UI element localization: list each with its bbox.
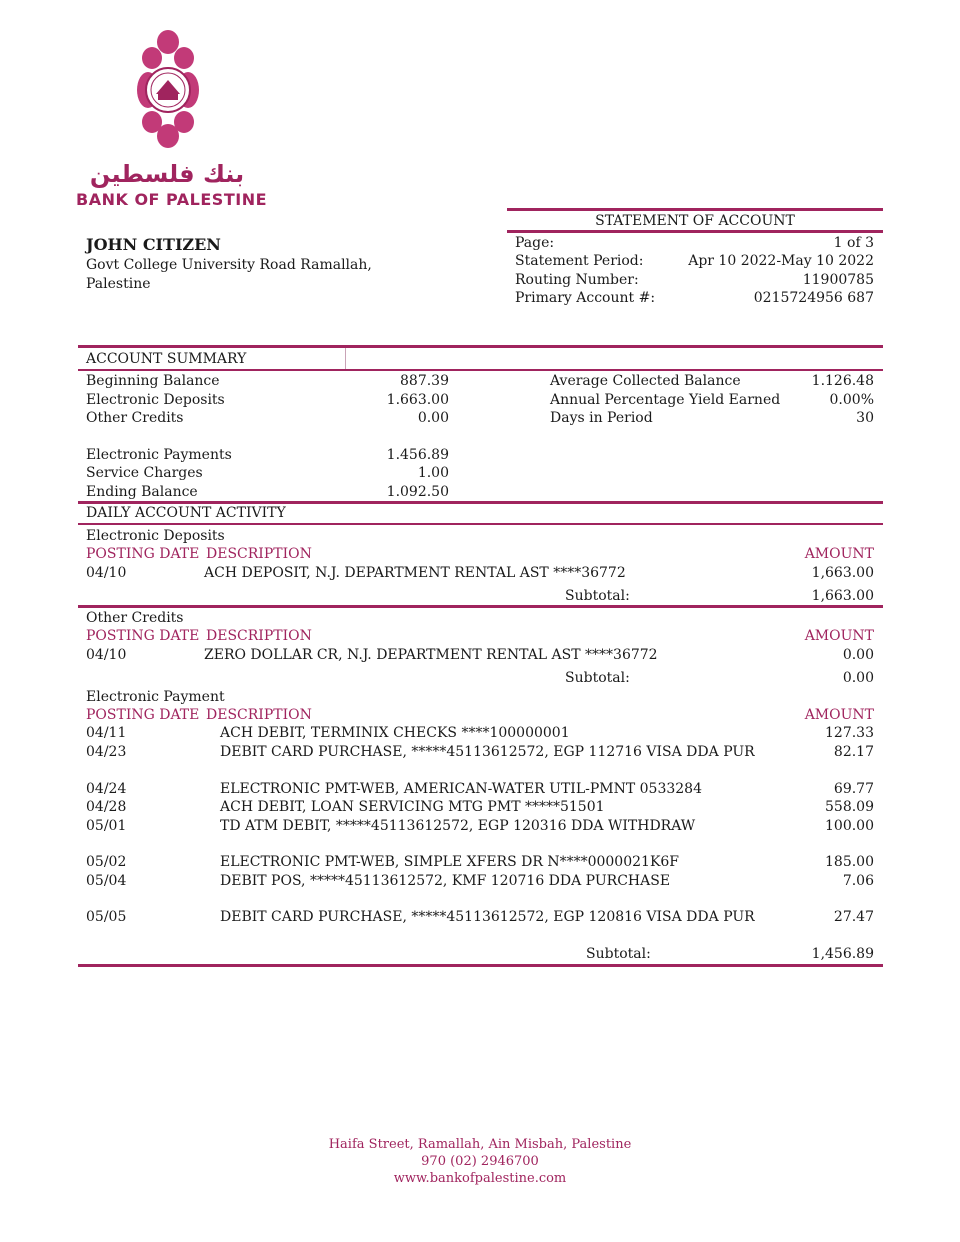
col-posting-date: POSTING DATE [86, 628, 200, 644]
footer-phone: 970 (02) 2946700 [421, 1154, 539, 1169]
summary-left-label: Ending Balance [86, 484, 198, 500]
col-description: DESCRIPTION [206, 628, 312, 644]
payment-description: ELECTRONIC PMT-WEB, AMERICAN-WATER UTIL-PMNT 0533284 [220, 781, 702, 797]
summary-title: ACCOUNT SUMMARY [86, 351, 247, 367]
payment-amount: 185.00 [825, 854, 874, 870]
summary-left-value: 1.00 [417, 465, 449, 481]
deposit-date: 04/10 [86, 565, 127, 581]
col-description: DESCRIPTION [206, 546, 312, 562]
summary-left-label: Electronic Deposits [86, 392, 225, 408]
payment-description: ACH DEBIT, TERMINIX CHECKS ****100000001 [220, 725, 570, 741]
bank-name-arabic: بنك فلسطين [89, 160, 245, 188]
payment-description: ELECTRONIC PMT-WEB, SIMPLE XFERS DR N****0000021K6F [220, 854, 680, 870]
credits-subtotal: 0.00 [842, 670, 874, 686]
summary-right-value: 1.126.48 [811, 373, 874, 389]
col-amount: AMOUNT [804, 707, 874, 723]
activity-title: DAILY ACCOUNT ACTIVITY [86, 505, 286, 521]
summary-left-label: Other Credits [86, 410, 184, 426]
account-value: 0215724956 687 [753, 290, 874, 306]
summary-right-label: Days in Period [550, 410, 653, 426]
credit-amount: 0.00 [842, 647, 874, 663]
period-label: Statement Period: [515, 253, 644, 269]
payment-description: DEBIT CARD PURCHASE, *****45113612572, EGP 120816 VISA DDA PUR [220, 909, 755, 925]
payment-amount: 69.77 [833, 781, 874, 797]
bank-emblem-icon [134, 28, 202, 150]
payment-description: TD ATM DEBIT, *****45113612572, EGP 120316 DDA WITHDRAW [220, 818, 696, 834]
payment-date: 05/05 [86, 909, 127, 925]
payment-amount: 82.17 [833, 744, 874, 760]
payment-amount: 127.33 [825, 725, 874, 741]
summary-right-label: Annual Percentage Yield Earned [550, 392, 781, 408]
footer-address: Haifa Street, Ramallah, Ain Misbah, Palestine [328, 1137, 632, 1152]
summary-left-label: Beginning Balance [86, 373, 220, 389]
bank-name: BANK OF PALESTINE [76, 190, 268, 209]
period-value: Apr 10 2022-May 10 2022 [688, 253, 874, 269]
col-amount: AMOUNT [804, 628, 874, 644]
payments-subtotal: 1,456.89 [811, 946, 874, 962]
summary-right-value: 30 [856, 410, 874, 426]
statement-title: STATEMENT OF ACCOUNT [595, 213, 795, 229]
page-value: 1 of 3 [833, 235, 874, 251]
payment-amount: 558.09 [825, 799, 874, 815]
summary-left-value: 1.663.00 [386, 392, 449, 408]
customer-address-line2: Palestine [86, 276, 151, 292]
payment-amount: 27.47 [833, 909, 874, 925]
routing-label: Routing Number: [515, 272, 639, 288]
summary-left-value: 887.39 [400, 373, 449, 389]
summary-left-value: 0.00 [417, 410, 449, 426]
col-posting-date: POSTING DATE [86, 546, 200, 562]
routing-value: 11900785 [802, 272, 874, 288]
subtotal-label: Subtotal: [565, 670, 630, 686]
credits-title: Other Credits [86, 610, 184, 626]
deposits-subtotal: 1,663.00 [811, 588, 874, 604]
credit-date: 04/10 [86, 647, 127, 663]
summary-left-label: Service Charges [86, 465, 203, 481]
payment-amount: 100.00 [825, 818, 874, 834]
summary-right-label: Average Collected Balance [550, 373, 741, 389]
payment-date: 04/28 [86, 799, 127, 815]
subtotal-label: Subtotal: [565, 588, 630, 604]
payment-amount: 7.06 [842, 873, 874, 889]
deposit-description: ACH DEPOSIT, N.J. DEPARTMENT RENTAL AST ****36772 [204, 565, 626, 581]
summary-left-value: 1.456.89 [386, 447, 449, 463]
payment-description: DEBIT CARD PURCHASE, *****45113612572, EGP 112716 VISA DDA PUR [220, 744, 755, 760]
payment-description: ACH DEBIT, LOAN SERVICING MTG PMT *****51501 [220, 799, 605, 815]
summary-left-label: Electronic Payments [86, 447, 232, 463]
summary-left-value: 1.092.50 [386, 484, 449, 500]
col-posting-date: POSTING DATE [86, 707, 200, 723]
credit-description: ZERO DOLLAR CR, N.J. DEPARTMENT RENTAL AST ****36772 [204, 647, 658, 663]
payment-date: 04/23 [86, 744, 127, 760]
payment-date: 05/02 [86, 854, 127, 870]
customer-name: JOHN CITIZEN [86, 235, 221, 254]
deposits-title: Electronic Deposits [86, 528, 225, 544]
payment-date: 05/04 [86, 873, 127, 889]
payment-description: DEBIT POS, *****45113612572, KMF 120716 DDA PURCHASE [220, 873, 671, 889]
deposit-amount: 1,663.00 [811, 565, 874, 581]
subtotal-label: Subtotal: [586, 946, 651, 962]
customer-address-line1: Govt College University Road Ramallah, [86, 257, 372, 273]
payment-date: 05/01 [86, 818, 127, 834]
summary-right-value: 0.00% [829, 392, 874, 408]
col-amount: AMOUNT [804, 546, 874, 562]
payment-date: 04/24 [86, 781, 127, 797]
bank-logo [134, 28, 202, 150]
payment-date: 04/11 [86, 725, 127, 741]
col-description: DESCRIPTION [206, 707, 312, 723]
payments-title: Electronic Payment [86, 689, 225, 705]
page-label: Page: [515, 235, 555, 251]
account-label: Primary Account #: [515, 290, 656, 306]
footer-website[interactable]: www.bankofpalestine.com [393, 1171, 567, 1186]
